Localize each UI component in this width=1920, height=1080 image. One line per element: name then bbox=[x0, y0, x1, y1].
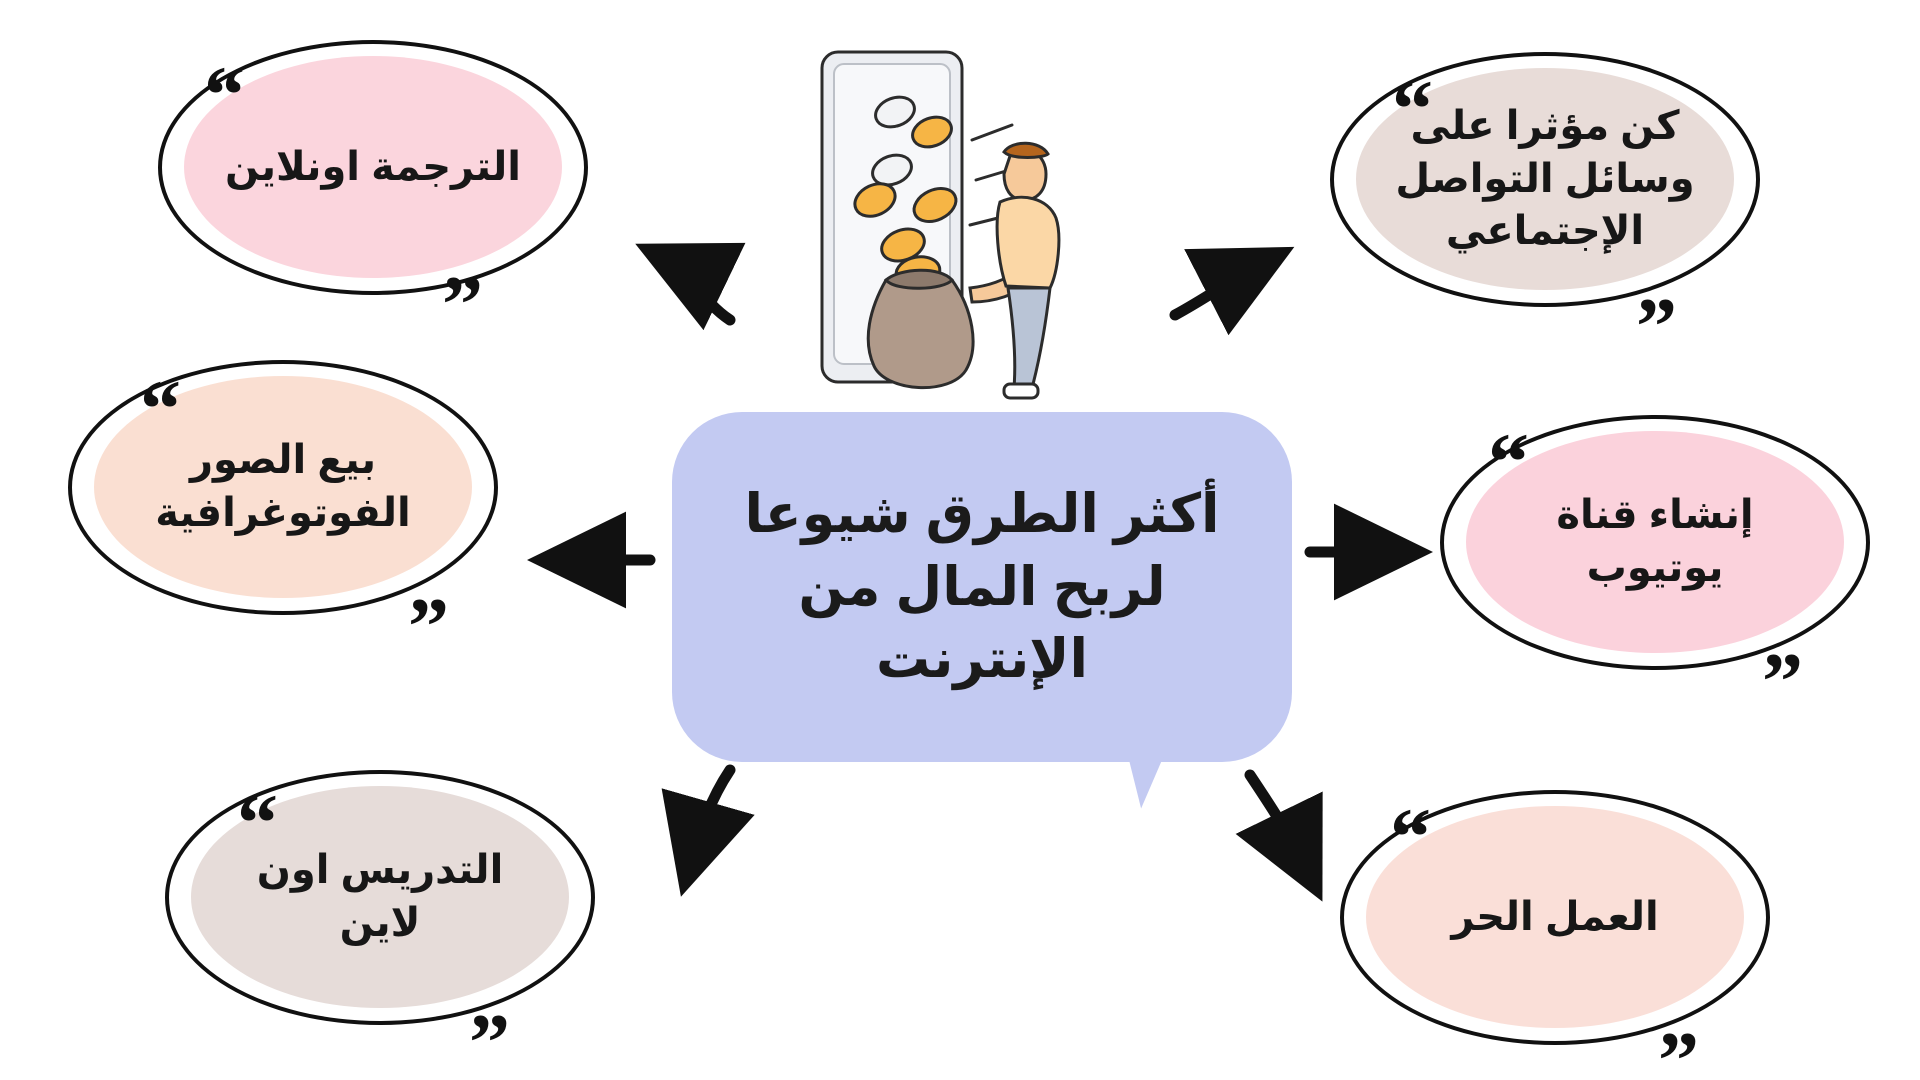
arrow-to-translation bbox=[665, 258, 730, 320]
arrow-to-freelance bbox=[1250, 775, 1308, 872]
money-bag-icon bbox=[868, 270, 973, 387]
quote-close-icon: ” bbox=[469, 997, 510, 1080]
center-title: أكثر الطرق شيوعا لربح المال من الإنترنت bbox=[744, 483, 1220, 690]
quote-open-icon: “ bbox=[1390, 791, 1431, 882]
node-label: بيع الصور الفوتوغرافية bbox=[155, 438, 411, 535]
quote-open-icon: “ bbox=[1488, 416, 1529, 507]
node-influencer[interactable] bbox=[1330, 52, 1760, 372]
node-label: إنشاء قناة يوتيوب bbox=[1556, 493, 1754, 590]
person-icon bbox=[970, 143, 1059, 398]
illustration bbox=[800, 40, 1160, 440]
quote-open-icon: “ bbox=[140, 363, 181, 454]
quote-close-icon: ” bbox=[1658, 1015, 1699, 1080]
node-photos[interactable] bbox=[68, 360, 498, 672]
quote-close-icon: ” bbox=[442, 259, 483, 350]
illustration-svg bbox=[800, 40, 1160, 440]
node-label: العمل الحر bbox=[1451, 894, 1659, 939]
arrow-to-teaching bbox=[690, 770, 730, 865]
node-teaching[interactable] bbox=[165, 770, 595, 1080]
arrow-to-influencer bbox=[1175, 262, 1265, 315]
node-label: كن مؤثرا على وسائل التواصل الإجتماعي bbox=[1395, 103, 1695, 254]
quote-open-icon: “ bbox=[1392, 63, 1433, 154]
quote-close-icon: ” bbox=[1636, 281, 1677, 372]
quote-open-icon: “ bbox=[237, 777, 278, 868]
center-bubble bbox=[672, 412, 1292, 762]
quote-close-icon: ” bbox=[1762, 636, 1803, 727]
quote-close-icon: ” bbox=[408, 581, 449, 672]
node-youtube[interactable] bbox=[1440, 415, 1870, 727]
node-label: الترجمة اونلاين bbox=[225, 144, 521, 189]
node-label: التدريس اون لاين bbox=[256, 848, 504, 945]
quote-open-icon: “ bbox=[204, 49, 245, 140]
node-freelance[interactable] bbox=[1340, 790, 1770, 1080]
node-translation[interactable] bbox=[158, 40, 588, 350]
